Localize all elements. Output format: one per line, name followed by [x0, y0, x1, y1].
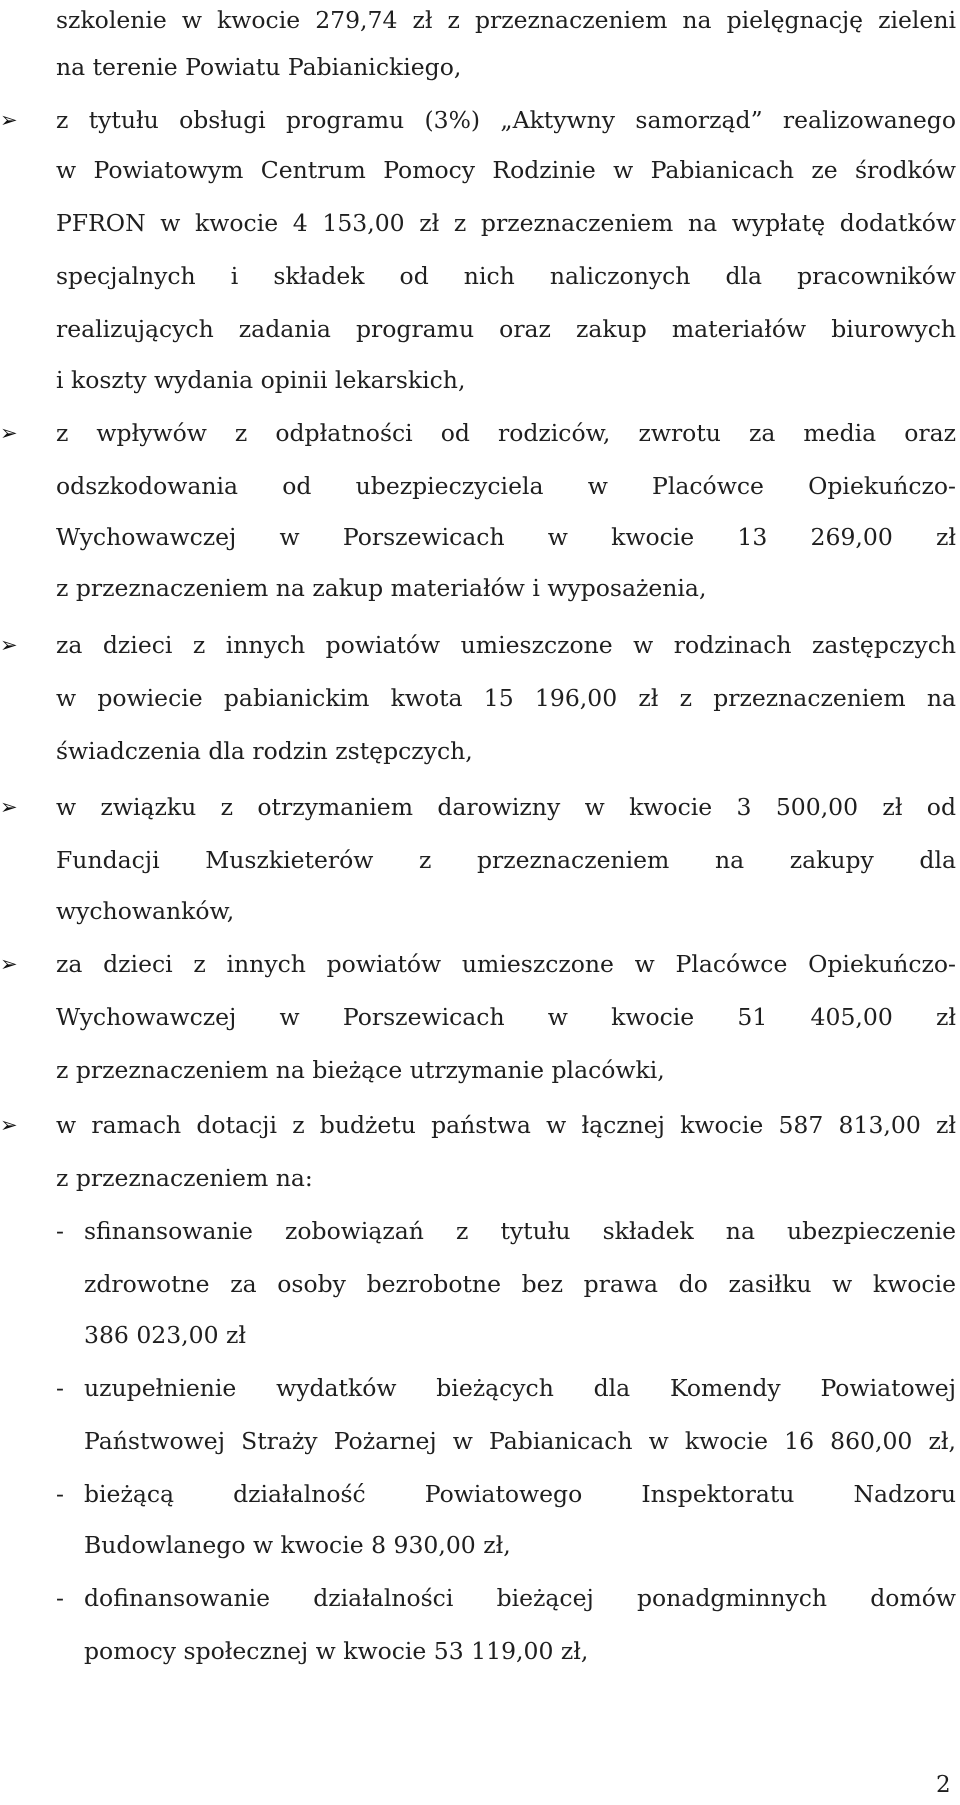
text-line: pomocy społecznej w kwocie 53 119,00 zł, [84, 1637, 589, 1665]
text-line: za dzieci z innych powiatów umieszczone w rodzinach zastępczych [56, 631, 956, 659]
bullet-arrow-icon: ➢ [0, 633, 18, 657]
bullet-arrow-icon: ➢ [0, 795, 18, 819]
text-line: z przeznaczeniem na bieżące utrzymanie placówki, [56, 1056, 665, 1084]
text-line: PFRON w kwocie 4 153,00 zł z przeznaczeniem na wypłatę dodatków [56, 209, 956, 237]
text-line: w związku z otrzymaniem darowizny w kwocie 3 500,00 zł od [56, 793, 956, 821]
text-line: 386 023,00 zł [84, 1321, 247, 1349]
text-line: w Powiatowym Centrum Pomocy Rodzinie w Pabianicach ze środków [56, 156, 956, 184]
text-line: specjalnych i składek od nich naliczonych dla pracowników [56, 262, 956, 290]
text-line: Fundacji Muszkieterów z przeznaczeniem na zakupy dla [56, 846, 956, 874]
text-line: z przeznaczeniem na: [56, 1164, 313, 1192]
text-line: świadczenia dla rodzin zstępczych, [56, 737, 473, 765]
bullet-arrow-icon: ➢ [0, 108, 18, 132]
text-line: dofinansowanie działalności bieżącej ponadgminnych domów [84, 1584, 956, 1612]
text-line: zdrowotne za osoby bezrobotne bez prawa do zasiłku w kwocie [84, 1270, 956, 1298]
bullet-arrow-icon: ➢ [0, 1113, 18, 1137]
text-line: szkolenie w kwocie 279,74 zł z przeznaczeniem na pielęgnację zieleni [56, 6, 956, 34]
text-line: bieżącą działalność Powiatowego Inspektoratu Nadzoru [84, 1480, 956, 1508]
text-line: odszkodowania od ubezpieczyciela w Placówce Opiekuńczo- [56, 472, 956, 500]
text-line: na terenie Powiatu Pabianickiego, [56, 53, 462, 81]
text-line: w powiecie pabianickim kwota 15 196,00 zł z przeznaczeniem na [56, 684, 956, 712]
text-line: Wychowawczej w Porszewicach w kwocie 13 269,00 zł [56, 523, 956, 551]
list-dash: - [56, 1584, 64, 1612]
text-line: Budowlanego w kwocie 8 930,00 zł, [84, 1531, 511, 1559]
list-dash: - [56, 1217, 64, 1245]
list-dash: - [56, 1480, 64, 1508]
text-line: za dzieci z innych powiatów umieszczone w Placówce Opiekuńczo- [56, 950, 956, 978]
text-line: z przeznaczeniem na zakup materiałów i wyposażenia, [56, 574, 707, 602]
text-line: uzupełnienie wydatków bieżących dla Komendy Powiatowej [84, 1374, 956, 1402]
text-line: sfinansowanie zobowiązań z tytułu składek na ubezpieczenie [84, 1217, 956, 1245]
text-line: Wychowawczej w Porszewicach w kwocie 51 405,00 zł [56, 1003, 956, 1031]
bullet-arrow-icon: ➢ [0, 421, 18, 445]
text-line: z tytułu obsługi programu (3%) „Aktywny samorząd” realizowanego [56, 106, 956, 134]
text-line: i koszty wydania opinii lekarskich, [56, 366, 466, 394]
text-line: w ramach dotacji z budżetu państwa w łącznej kwocie 587 813,00 zł [56, 1111, 956, 1139]
text-line: z wpływów z odpłatności od rodziców, zwrotu za media oraz [56, 419, 956, 447]
text-line: wychowanków, [56, 897, 235, 925]
text-line: realizujących zadania programu oraz zakup materiałów biurowych [56, 315, 956, 343]
text-line: Państwowej Straży Pożarnej w Pabianicach w kwocie 16 860,00 zł, [84, 1427, 956, 1455]
bullet-arrow-icon: ➢ [0, 952, 18, 976]
page-number: 2 [936, 1772, 951, 1798]
list-dash: - [56, 1374, 64, 1402]
